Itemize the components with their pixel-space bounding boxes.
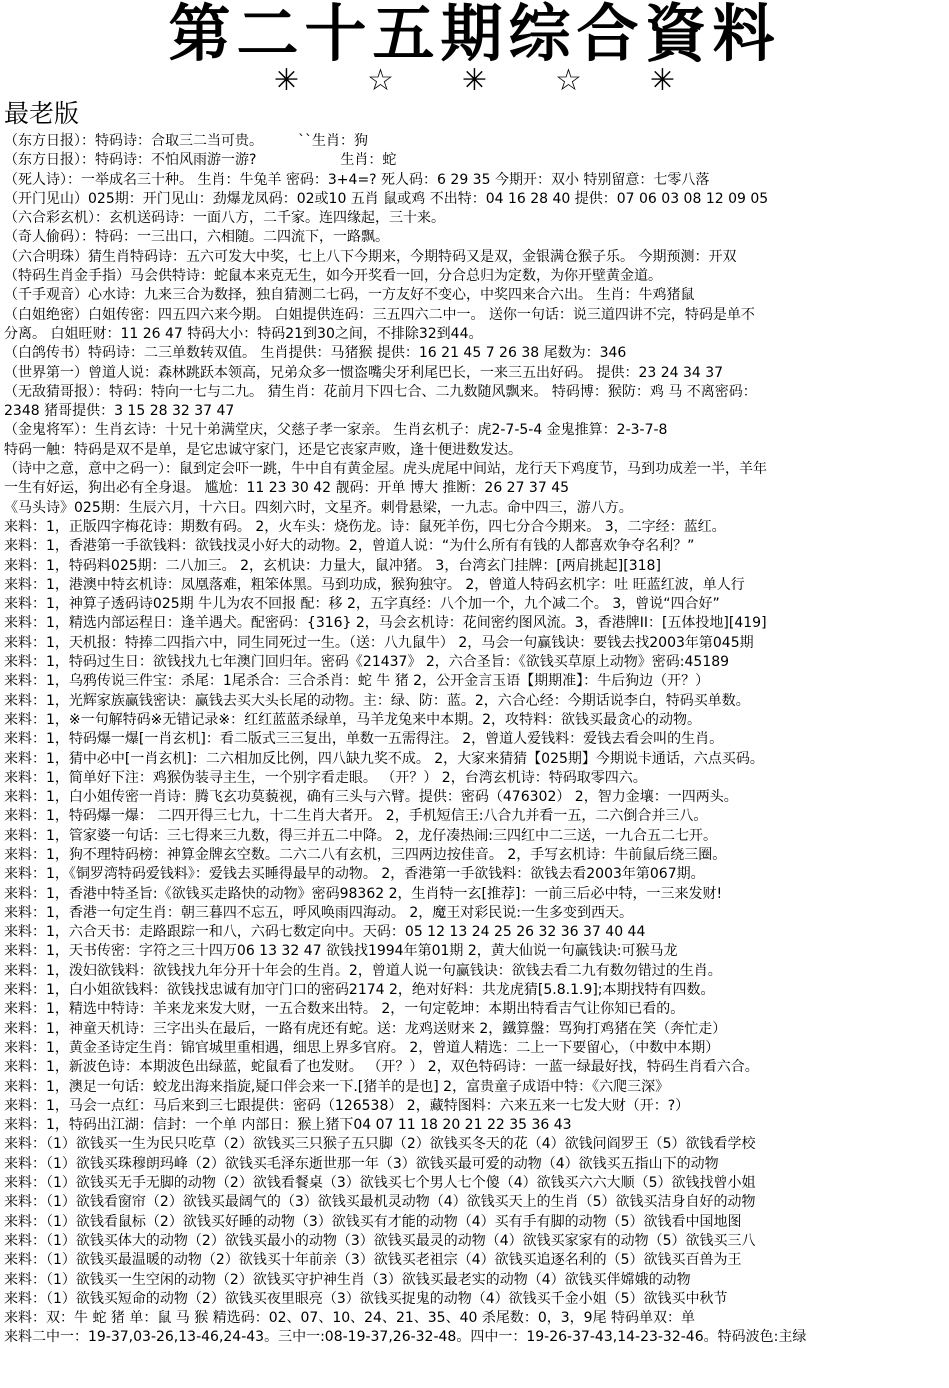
text-line: （世界第一）曾道人说：森林跳跃本领高，兄弟众多一惯盗嘴尖牙利尾巴长，一来三五出好码。 提供：23 24 34 37: [4, 364, 724, 381]
text-line: 一生有好运，狗出必有全身退。 尴尬：11 23 30 42 靓码：开单 博大 推断：26 27 37 45: [4, 480, 570, 497]
text-line: 来料：1，精选中特诗：羊来龙来发大财，一五合数来出特。 2，一句定乾坤：本期出特看吉气让你知已看的。: [4, 1001, 685, 1018]
text-line: 来料：1，简单好下注：鸡猴伪装寻主生，一个别字看走眼。 （开？） 2，台湾玄机诗：特码取零四六。: [4, 769, 647, 786]
content-lines: [4, 132, 948, 1348]
text-line: 来料：（1）欲钱看窗帘（2）欲钱买最阔气的（3）欲钱买最机灵动物（4）欲钱买天上的生肖（5）欲钱买洁身自好的动物: [4, 1194, 756, 1211]
text-line: 来料二中一：19-37,03-26,13-46,24-43。三中一:08-19-37,26-32-48。四中一：19-26-37-43,14-23-32-46。特码波色:主绿: [4, 1329, 807, 1346]
text-line: 来料：1，《铜罗湾特码爱钱料》：爱钱去买睡得最早的动物。 2，香港第一手欲钱料：欲钱去看2003年第067期。: [4, 866, 705, 883]
text-line: 来料：1，白小姐传密一肖诗：腾飞玄功莫藐视，确有三头与六臂。提供：密码（476302） 2，智力金壤：一四两头。: [4, 789, 738, 806]
text-line: 来料：（1）欲钱买一生空闲的动物（2）欲钱买守护神生肖（3）欲钱买最老实的动物（4）欲钱买伴嫦娥的动物: [4, 1271, 691, 1288]
star-divider: [0, 64, 949, 98]
text-line: （东方日报）：特码诗：合取三二当可贵。 ``生肖：狗: [4, 133, 368, 149]
text-line: （奇人偷码）：特码：一三出口，六相随。二四流下，一路飘。: [4, 229, 389, 246]
text-line: 来料：1，香港第一手欲钱料：欲钱找灵小好大的动物。2，曾道人说：“为什么所有有钱的人都喜欢争夺名利？”: [4, 538, 695, 555]
text-line: （特码生肖金手指）马会供特诗：蛇鼠本来克无生，如今开奖看一回，分合总归为定数，为你开壁黄金道。: [4, 268, 662, 285]
text-line: 来料：1，狗不理特码榜：神算金牌玄空数。二六二八有玄机，三四两边按佳音。 2，手写玄机诗：牛前鼠后绕三圈。: [4, 846, 727, 863]
text-line: 来料：1，※一句解特码※无错记录※：红红蓝蓝杀绿单，马羊龙兔来中本期。2，攻特料：欲钱买最贪心的动物。: [4, 711, 702, 728]
text-line: 来料：1，香港中特圣旨:《欲钱买走路快的动物》密码98362 2，生肖特一玄[推荐]：一前三后必中特，一三来发财!: [4, 885, 723, 902]
text-line: （开门见山）025期：开门见山：劲爆龙凤码：02或10 五肖 鼠或鸡 不出特：04 16 28 40 提供：07 06 03 08 12 09 05: [4, 190, 769, 207]
text-line: 来料：1，神算子透码诗025期 牛儿为农不回报 配：移 2，五字真经：八个加一个，九个减二个。 3，曾说“四合好”: [4, 596, 720, 613]
text-line: 来料：（1）欲钱买一生为民只吃草（2）欲钱买三只猴子五只脚（2）欲钱买冬天的花（4）欲钱问阎罗王（5）欲钱看学校: [4, 1136, 756, 1153]
text-line: 特码一触：特码是双不是单，是它忠诚守家门，还是它丧家声败，逢十便进数发达。: [4, 441, 522, 458]
text-line: 来料：1，乌鸦传说三件宝：杀尾：1尾杀合：三合杀肖：蛇 牛 猪 2，公开金言玉语【期期准】：牛后狗边（开？）: [4, 673, 710, 690]
asterisk-icon: ✳: [649, 63, 676, 98]
text-line: 来料：1，精选内部运程日：逢羊遇犬。配密码：{316} 2，马会玄机诗：花间密约图风流。3，香港牌II：[五体投地][419]: [4, 615, 767, 632]
page-title: 第二十五期综合資料: [168, 0, 781, 70]
text-line: 来料：1，特码料025期：二八加三。 2，玄机诀：力量大，鼠冲猪。 3，台湾玄门挂牌：[两肩挑起][318]: [4, 557, 661, 574]
text-line: 来料：1，特码爆一爆[一肖玄机]：看二版式三三复出，单数一五需得注。 2，曾道人爱钱料：爱钱去看会叫的生肖。: [4, 731, 724, 748]
text-line: 来料：1，香港一句定生肖：朝三暮四不忘五，呼风唤雨四海动。 2，魔王对彩民说:一生多变到西天。: [4, 904, 633, 921]
star-icon: ☆: [367, 63, 394, 98]
text-line: （诗中之意，意中之码一）：鼠到定会吓一跳，牛中自有黄金屋。虎头虎尾中间站，龙行天下鸡度节，马到功成差一半，羊年: [4, 461, 767, 478]
text-line: 来料：（1）欲钱买最温暖的动物（2）欲钱买十年前亲（3）欲钱买老祖宗（4）欲钱买追逐名利的（5）欲钱买百兽为王: [4, 1252, 742, 1269]
text-line: （东方日报）：特码诗：不怕风雨游一游? 生肖：蛇: [4, 152, 397, 169]
text-line: （六合明珠）猜生肖特码诗：五六可发大中奖，七上八下今期来，今期特码又是双，金银满仓猴子乐。 今期预测：开双: [4, 248, 737, 265]
star-icon: ☆: [555, 63, 582, 98]
text-line: （六合彩玄机）：玄机送码诗：一面八方，二千家。连四缘起，三十来。: [4, 210, 445, 227]
text-line: 来料：（1）欲钱看鼠标（2）欲钱买好睡的动物（3）欲钱买有才能的动物（4）买有手有脚的动物（5）欲钱看中国地图: [4, 1213, 742, 1230]
text-line: （金鬼将军）：生肖玄诗：十兄十弟满堂庆，父慈子孝一家亲。 生肖玄机子：虎2-7-5-4 金鬼推算：2-3-7-8: [4, 422, 668, 439]
text-line: 来料：1，特码爆一爆： 二四开得三七九，十二生肖大者开。 2，手机短信王:八合九并看一五，二六倒合并三八。: [4, 808, 708, 825]
text-line: 来料：1，马会一点红：马后来到三七跟提供：密码（126538） 2，藏特图料：六来五来一七发大财（开：?）: [4, 1097, 690, 1114]
text-line: 来料：1，澳足一句话：蛟龙出海来指旋,疑口伴会来一下.[猪羊的是也] 2，富贵童子成语中特：《六爬三深》: [4, 1078, 670, 1095]
text-line: 来料：1，六合天书：走路跟踪一和八，六码七数定向中。天码：05 12 13 24 25 26 32 36 37 40 44: [4, 924, 646, 941]
text-line: 来料：1，港澳中特玄机诗：凤凰落难，粗笨体黑。马到功成，猴狗独守。 2，曾道人特码玄机字：吐 旺蓝红波，单人行: [4, 576, 745, 593]
asterisk-icon: ✳: [273, 63, 300, 98]
text-line: 来料：（1）欲钱买短命的动物（2）欲钱买夜里眼亮（3）欲钱买捉鬼的动物（4）欲钱买千金小姐（5）欲钱买中秋节: [4, 1290, 728, 1307]
text-line: 来料：（1）欲钱买珠穆朗玛峰（2）欲钱买毛泽东逝世那一年（3）欲钱买最可爱的动物（4）欲钱买五指山下的动物: [4, 1155, 719, 1172]
text-line: （无敌猜哥报）：特码：特向一七与二九。 猜生肖：花前月下四七合、二九数随风飘来。 特码博：猴防：鸡 马 不离密码：: [4, 383, 757, 400]
text-line: 来料：1，猜中必中[一肖玄机]：二六相加反比例，四八缺九奖不成。 2，大家来猜猜【025期】今期说卡通话，六点买码。: [4, 750, 764, 767]
text-line: 来料：1，天书传密：字符之三十四万06 13 32 47 欲钱找1994年第01期 2，黄大仙说一句赢钱诀:可猴马龙: [4, 943, 678, 960]
text-line: 分离。 白姐旺财：11 26 47 特码大小：特码21到30之间，不排除32到44。: [4, 325, 483, 342]
text-line: 来料：双：牛 蛇 猪 单：鼠 马 猴 精选码：02、07、10、24、21、35、40 杀尾数：0，3，9尾 特码单双：单: [4, 1310, 696, 1327]
text-line: 来料：1，神童天机诗：三字出头在最后，一路有虎还有蛇。送：龙鸡送财来 2，鐵算盤：骂狗打鸡猪在笑（奔忙走）: [4, 1020, 727, 1037]
text-line: 来料：（1）欲钱买无手无脚的动物（2）欲钱看餐桌（3）欲钱买七个男人七个傻（4）欲钱买六六大顺（5）欲钱找曾小姐: [4, 1175, 756, 1192]
text-line: 来料：1，泼妇欲钱料：欲钱找九年分开十年会的生肖。2，曾道人说一句赢钱诀：欲钱去看二九有数勿错过的生肖。: [4, 962, 722, 979]
text-line: （死人诗）：一举成名三十种。 生肖：牛兔羊 密码：3+4=? 死人码：6 29 35 今期开：双小 特别留意：七零八落: [4, 171, 710, 188]
text-line: 来料：1，天机报：特捧二四指六中，同生同死过一生。（送：八九鼠牛） 2，马会一句赢钱诀：要钱去找2003年第045期: [4, 634, 754, 651]
text-line: 来料：1，黄金圣诗定生肖：锦官城里重相遇，细思上界多官府。 2，曾道人精选：二上一下要留心，（中数中本期）: [4, 1039, 720, 1056]
text-line: 来料：1，光辉家族赢钱密诀：赢钱去买大头长尾的动物。主：绿、防：蓝。2，六合心经：今期话说李白，特码买单数。: [4, 692, 750, 709]
text-line: （千手观音）心水诗：九来三合为数择，独自猜测二七码，一方友好不变心，中奖四来合六出。 生肖：牛鸡猪鼠: [4, 287, 695, 304]
text-line: 来料：1，特码过生日：欲钱找九七年澳门回归年。密码《21437》 2，六合圣旨：《欲钱买草原上动物》密码:45189: [4, 654, 730, 671]
text-line: （白鸽传书）特码诗：二三单数转双值。 生肖提供：马猪猴 提供：16 21 45 7 26 38 尾数为：346: [4, 345, 627, 362]
text-line: （白姐绝密）白姐传密：四五四六来今期。 白姐提供连码：三五四六二中一。 送你一句话：说三道四讲不完，特码是单不: [4, 306, 755, 323]
version-label: 最老版: [4, 99, 80, 128]
text-line: 来料：1，白小姐欲钱料：欲钱找忠诚有加守门口的密码2174 2，绝对好料：共龙虎猜[5.8.1.9];本期找特有四数。: [4, 982, 715, 999]
asterisk-icon: ✳: [461, 63, 488, 98]
text-line: 来料：（1）欲钱买体大的动物（2）欲钱买最小的动物（3）欲钱买最灵的动物（4）欲钱买家家有的动物（5）欲钱买三八: [4, 1232, 756, 1249]
text-line: 2348 猪哥提供：3 15 28 32 37 47: [4, 403, 235, 420]
text-line: 《马头诗》025期：生辰六月，十六日。四刻六时，文星齐。刺骨悬梁，一九志。命中四三，游八方。: [4, 499, 633, 516]
text-line: 来料：1，特码出江湖：信封：一个单 内部日：猴上猪下04 07 11 18 20 21 22 35 36 43: [4, 1117, 572, 1134]
text-line: 来料：1，正版四字梅花诗：期数有码。 2，火车头：烧伤龙。诗：鼠死羊伤，四七分合今期来。 3，二字经：蓝红。: [4, 518, 726, 535]
text-line: 来料：1，新波色诗：本期波色出绿蓝，蛇鼠看了也发财。 （开？） 2，双色特码诗：一蓝一绿最好找，特码生肖看六合。: [4, 1059, 759, 1076]
text-line: 来料：1，管家婆一句话：三七得来三九数，得三并五二中降。 2，龙仔凑热闹:三四红中二三送，一九合五二七开。: [4, 827, 717, 844]
